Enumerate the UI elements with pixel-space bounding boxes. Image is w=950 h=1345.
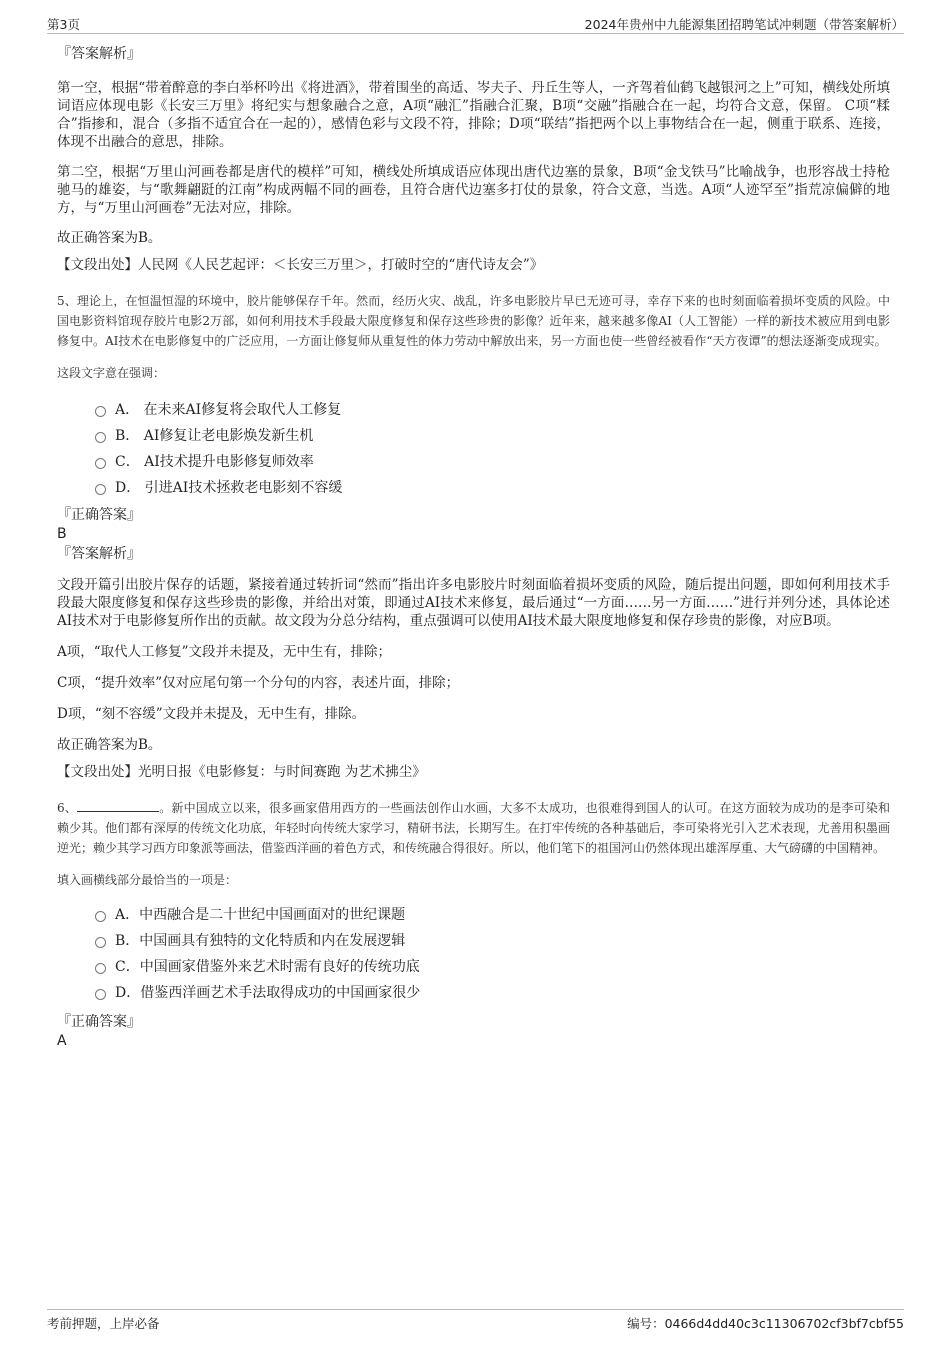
question-body: 。新中国成立以来，很多画家借用西方的一些画法创作山水画，大多不太成功，也很难得到国人的认可。在这方面较为成功的是李可染和赖少其。他们都有深厚的传统文化功底，年轻时向传统大家学习，精研书法，长期写生。在打牢传统的各种基础后，李可染将光引入艺术表现，尤善用积墨画逆光；赖少其学习西方印象派等画法，借鉴西洋画的着色方式，和传统融合得很好。所以，他们笔下的祖国河山仍然体现出雄浑厚重、大气磅礴的中国精神。	[57, 801, 890, 855]
question-6-text	[57, 798, 890, 858]
option-label: D． 引进AI技术拯救老电影刻不容缓	[115, 480, 343, 496]
page-header	[47, 13, 904, 34]
radio-button[interactable]	[95, 937, 106, 948]
radio-button[interactable]	[95, 458, 106, 469]
option-b[interactable]	[95, 423, 890, 449]
option-a[interactable]	[95, 902, 890, 928]
source-citation: 【文段出处】光明日报《电影修复：与时间赛跑 为艺术拂尘》	[57, 764, 426, 780]
option-label: A．中西融合是二十世纪中国画面对的世纪课题	[115, 907, 406, 923]
radio-button[interactable]	[95, 963, 106, 974]
question-5-text: 5、理论上，在恒温恒湿的环境中，胶片能够保存千年。然而，经历火灾、战乱，许多电影胶片早已无迹可寻，幸存下来的也时刻面临着损坏变质的风险。中国电影资料馆现存胶片电影2万部，如何利用技术手段最大限度修复和保存这些珍贵的影像？近年来，越来越多像AI（人工智能）一样的新技术被应用到电影修复中。AI技术在电影修复中的广泛应用，一方面让修复师从重复性的体力劳动中解放出来，另一方面也使一些曾经被看作“天方夜谭”的想法逐渐变成现实。	[57, 294, 890, 348]
option-b[interactable]	[95, 928, 890, 954]
analysis-paragraph: 第一空，根据“带着醉意的李白举杯吟出《将进酒》，带着围坐的高适、岑夫子、丹丘生等人，一齐驾着仙鹤飞越银河之上”可知，横线处所填词语应体现电影《长安三万里》将纪实与想象融合之意，A项“融汇”指融合汇聚，B项“交融”指融合在一起，均符合文意，保留。 C项“糅合”指掺和，混合（多指不适宜合在一起的），感情色彩与文段不符，排除；D项“联结”指把两个以上事物结合在一起，侧重于联系、连接，体现不出融合的意思，排除。	[57, 80, 890, 150]
document-title: 2024年贵州中九能源集团招聘笔试冲刺题（带答案解析）	[584, 17, 904, 32]
question-5-prompt: 这段文字意在强调：	[57, 366, 166, 380]
question-6-options	[57, 902, 890, 1006]
footer-slogan: 考前押题，上岸必备	[47, 1316, 160, 1331]
correct-answer-label: 『正确答案』	[57, 1014, 141, 1030]
option-label: A． 在未来AI修复将会取代人工修复	[115, 402, 342, 418]
analysis-paragraph: C项，“提升效率”仅对应尾句第一个分句的内容，表述片面，排除；	[57, 675, 460, 691]
analysis-label: 『答案解析』	[57, 46, 141, 62]
option-label: B．中国画具有独特的文化特质和内在发展逻辑	[115, 933, 406, 949]
conclusion: 故正确答案为B。	[57, 230, 162, 246]
correct-answer: A	[57, 1033, 67, 1049]
option-label: D．借鉴西洋画艺术手法取得成功的中国画家很少	[115, 985, 421, 1001]
analysis-paragraph: D项，“刻不容缓”文段并未提及，无中生有，排除。	[57, 706, 366, 722]
radio-button[interactable]	[95, 406, 106, 417]
radio-button[interactable]	[95, 484, 106, 495]
option-d[interactable]	[95, 980, 890, 1006]
option-label: C． AI技术提升电影修复师效率	[115, 454, 314, 470]
correct-answer-label: 『正确答案』	[57, 507, 141, 523]
document-id: 编号：0466d4dd40c3c11306702cf3bf7cbf55	[627, 1316, 904, 1331]
page-content	[57, 44, 890, 1051]
correct-answer: B	[57, 526, 67, 542]
source-citation: 【文段出处】人民网《人民艺起评：＜长安三万里＞，打破时空的“唐代诗友会”》	[57, 257, 544, 273]
option-c[interactable]	[95, 954, 890, 980]
option-a[interactable]	[95, 397, 890, 423]
page-number: 第3页	[47, 17, 80, 32]
analysis-paragraph: 第二空，根据“万里山河画卷都是唐代的模样”可知，横线处所填成语应体现出唐代边塞的景象，B项“金戈铁马”比喻战争，也形容战士持枪驰马的雄姿，与“歌舞翩跹的江南”构成两幅不同的画卷，且符合唐代边塞多打仗的景象，符合文意，当选。A项“人迹罕至”指荒凉偏僻的地方，与“万里山河画卷”无法对应，排除。	[57, 164, 890, 216]
question-number: 6、	[57, 801, 78, 815]
conclusion: 故正确答案为B。	[57, 737, 162, 753]
radio-button[interactable]	[95, 432, 106, 443]
analysis-label: 『答案解析』	[57, 546, 141, 562]
page-footer	[47, 1309, 904, 1334]
option-c[interactable]	[95, 449, 890, 475]
radio-button[interactable]	[95, 911, 106, 922]
option-label: C．中国画家借鉴外来艺术时需有良好的传统功底	[115, 959, 420, 975]
analysis-paragraph: 文段开篇引出胶片保存的话题，紧接着通过转折词“然而”指出许多电影胶片时刻面临着损坏变质的风险，随后提出问题，即如何利用技术手段最大限度修复和保存这些珍贵的影像，并给出对策，即通过AI技术来修复，最后通过“一方面……另一方面……”进行并列分述，具体论述AI技术对于电影修复所作出的贡献。故文段为分总分结构，重点强调可以使用AI技术最大限度地修复和保存珍贵的影像，对应B项。	[57, 577, 890, 629]
option-d[interactable]	[95, 475, 890, 501]
question-5-options	[57, 397, 890, 501]
option-label: B． AI修复让老电影焕发新生机	[115, 428, 314, 444]
radio-button[interactable]	[95, 989, 106, 1000]
question-6-prompt: 填入画横线部分最恰当的一项是：	[57, 873, 238, 887]
fill-blank	[77, 799, 159, 812]
analysis-paragraph: A项，“取代人工修复”文段并未提及，无中生有，排除；	[57, 644, 392, 660]
